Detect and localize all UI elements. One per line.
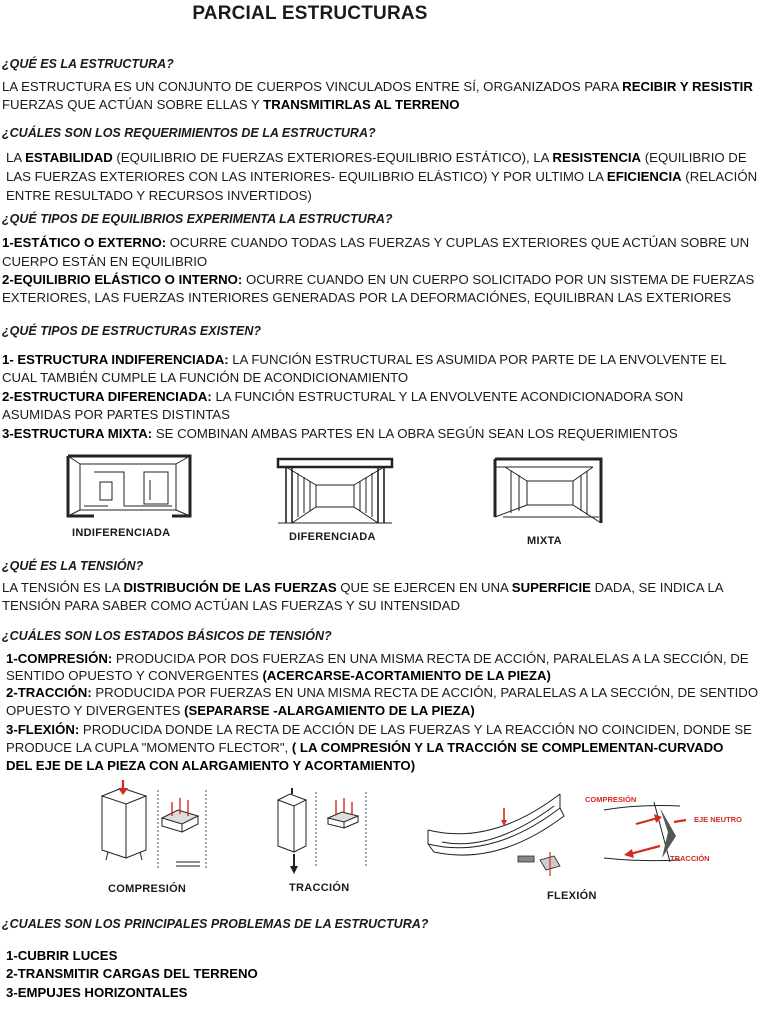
caption-traccion: TRACCIÓN (289, 882, 350, 894)
page-title: PARCIAL ESTRUCTURAS (192, 3, 428, 24)
label-eje-neutro: EJE NEUTRO (694, 815, 742, 824)
mixed-structure-sketch (493, 455, 605, 527)
item-mixed: 3-ESTRUCTURA MIXTA: SE COMBINAN AMBAS PARTES EN LA OBRA SEGÚN SEAN LOS REQUERIMIENTOS (2, 426, 678, 441)
item-elastic-equilibrium-cont: EXTERIORES, LAS FUERZAS INTERIORES GENERADAS POR LA DEFORMACIÓNES, EQUILIBRAN LAS EXTERIORES (2, 290, 732, 305)
caption-mixta: MIXTA (527, 535, 562, 547)
item-static-equilibrium-cont: CUERPO ESTÁN EN EQUILIBRIO (2, 254, 208, 269)
item-flexion: 3-FLEXIÓN: PRODUCIDA DONDE LA RECTA DE ACCIÓN DE LAS FUERZAS Y LA REACCIÓN NO COINCIDEN, DONDE SE (6, 722, 752, 737)
item-traction: 2-TRACCIÓN: PRODUCIDA POR FUERZAS EN UNA MISMA RECTA DE ACCIÓN, PARALELAS A LA SECCIÓN, DE SENTIDO (6, 685, 759, 700)
item-traction-cont: OPUESTO Y DIVERGENTES (SEPARARSE -ALARGAMIENTO DE LA PIEZA) (6, 703, 475, 718)
item-undifferentiated-cont: CUAL TAMBIÉN CUMPLE LA FUNCIÓN DE ACONDICIONAMIENTO (2, 370, 409, 385)
paragraph-tension-line2: TENSIÓN PARA SABER COMO ACTÚAN LAS FUERZAS Y SU INTENSIDAD (2, 598, 460, 613)
undifferentiated-structure-sketch (64, 450, 194, 520)
traction-sketch (272, 784, 372, 876)
item-flexion-cont2: DEL EJE DE LA PIEZA CON ALARGAMIENTO Y ACORTAMIENTO) (6, 758, 416, 773)
caption-flexion: FLEXIÓN (547, 890, 597, 902)
item-flexion-cont: PRODUCE LA CUPLA "MOMENTO FLECTOR", ( LA COMPRESIÓN Y LA TRACCIÓN SE COMPLEMENTAN-CURVADO (6, 740, 724, 755)
caption-indiferenciada: INDIFERENCIADA (72, 527, 171, 539)
item-compression-cont: SENTIDO OPUESTO Y CONVERGENTES (ACERCARSE-ACORTAMIENTO DE LA PIEZA) (6, 668, 551, 683)
paragraph-tension-line1: LA TENSIÓN ES LA DISTRIBUCIÓN DE LAS FUERZAS QUE SE EJERCEN EN UNA SUPERFICIE DADA, SE INDICA LA (2, 580, 724, 595)
problem-item-2: 2-TRANSMITIR CARGAS DEL TERRENO (6, 966, 258, 981)
question-what-is-tension: ¿QUÉ ES LA TENSIÓN? (2, 559, 144, 573)
paragraph-structure-definition-line2: FUERZAS QUE ACTÚAN SOBRE ELLAS Y TRANSMITIRLAS AL TERRENO (2, 97, 460, 112)
label-traccion-diagram: TRACCIÓN (670, 854, 710, 863)
item-differentiated-cont: ASUMIDAS POR PARTES DISTINTAS (2, 407, 230, 422)
question-structure-types: ¿QUÉ TIPOS DE ESTRUCTURAS EXISTEN? (2, 324, 262, 338)
question-requirements: ¿CUÁLES SON LOS REQUERIMIENTOS DE LA ESTRUCTURA? (2, 126, 376, 140)
caption-diferenciada: DIFERENCIADA (289, 531, 376, 543)
differentiated-structure-sketch (276, 455, 394, 525)
item-differentiated: 2-ESTRUCTURA DIFERENCIADA: LA FUNCIÓN ESTRUCTURAL Y LA ENVOLVENTE ACONDICIONADORA SON (2, 389, 684, 404)
question-basic-tension-states: ¿CUÁLES SON LOS ESTADOS BÁSICOS DE TENSIÓN? (2, 629, 332, 643)
paragraph-requirements-line2: LAS FUERZAS EXTERIORES CON LAS INTERIORES- EQUILIBRIO ELÁSTICO) Y POR ULTIMO LA EFICIENCIA (RELACIÓN (6, 169, 758, 184)
label-compresion-diagram: COMPRESIÓN (585, 795, 637, 804)
problem-item-1: 1-CUBRIR LUCES (6, 948, 118, 963)
problem-item-3: 3-EMPUJES HORIZONTALES (6, 985, 188, 1000)
question-main-problems: ¿CUALES SON LOS PRINCIPALES PROBLEMAS DE LA ESTRUCTURA? (2, 917, 429, 931)
question-what-is-structure: ¿QUÉ ES LA ESTRUCTURA? (2, 57, 174, 71)
flexion-beam-sketch (422, 786, 572, 882)
item-undifferentiated: 1- ESTRUCTURA INDIFERENCIADA: LA FUNCIÓN ESTRUCTURAL ES ASUMIDA POR PARTE DE LA ENVOLVENTE EL (2, 352, 727, 367)
paragraph-structure-definition-line1: LA ESTRUCTURA ES UN CONJUNTO DE CUERPOS VINCULADOS ENTRE SÍ, ORGANIZADOS PARA RECIBIR Y RESISTIR (2, 79, 753, 94)
paragraph-requirements-line1: LA ESTABILIDAD (EQUILIBRIO DE FUERZAS EXTERIORES-EQUILIBRIO ESTÁTICO), LA RESISTENCIA (EQUILIBRIO DE (6, 150, 747, 165)
question-equilibrium-types: ¿QUÉ TIPOS DE EQUILIBRIOS EXPERIMENTA LA ESTRUCTURA? (2, 212, 393, 226)
compression-sketch (96, 778, 216, 874)
item-static-equilibrium: 1-ESTÁTICO O EXTERNO: OCURRE CUANDO TODAS LAS FUERZAS Y CUPLAS EXTERIORES QUE ACTÚAN SOBRE UN (2, 235, 750, 250)
caption-compresion: COMPRESIÓN (108, 883, 187, 895)
item-elastic-equilibrium: 2-EQUILIBRIO ELÁSTICO O INTERNO: OCURRE CUANDO EN UN CUERPO SOLICITADO POR UN SISTEMA DE FUERZAS (2, 272, 755, 287)
item-compression: 1-COMPRESIÓN: PRODUCIDA POR DOS FUERZAS EN UNA MISMA RECTA DE ACCIÓN, PARALELAS A LA SECCIÓN, DE (6, 651, 749, 666)
paragraph-requirements-line3: ENTRE RESULTADO Y RECURSOS INVERTIDOS) (6, 188, 312, 203)
